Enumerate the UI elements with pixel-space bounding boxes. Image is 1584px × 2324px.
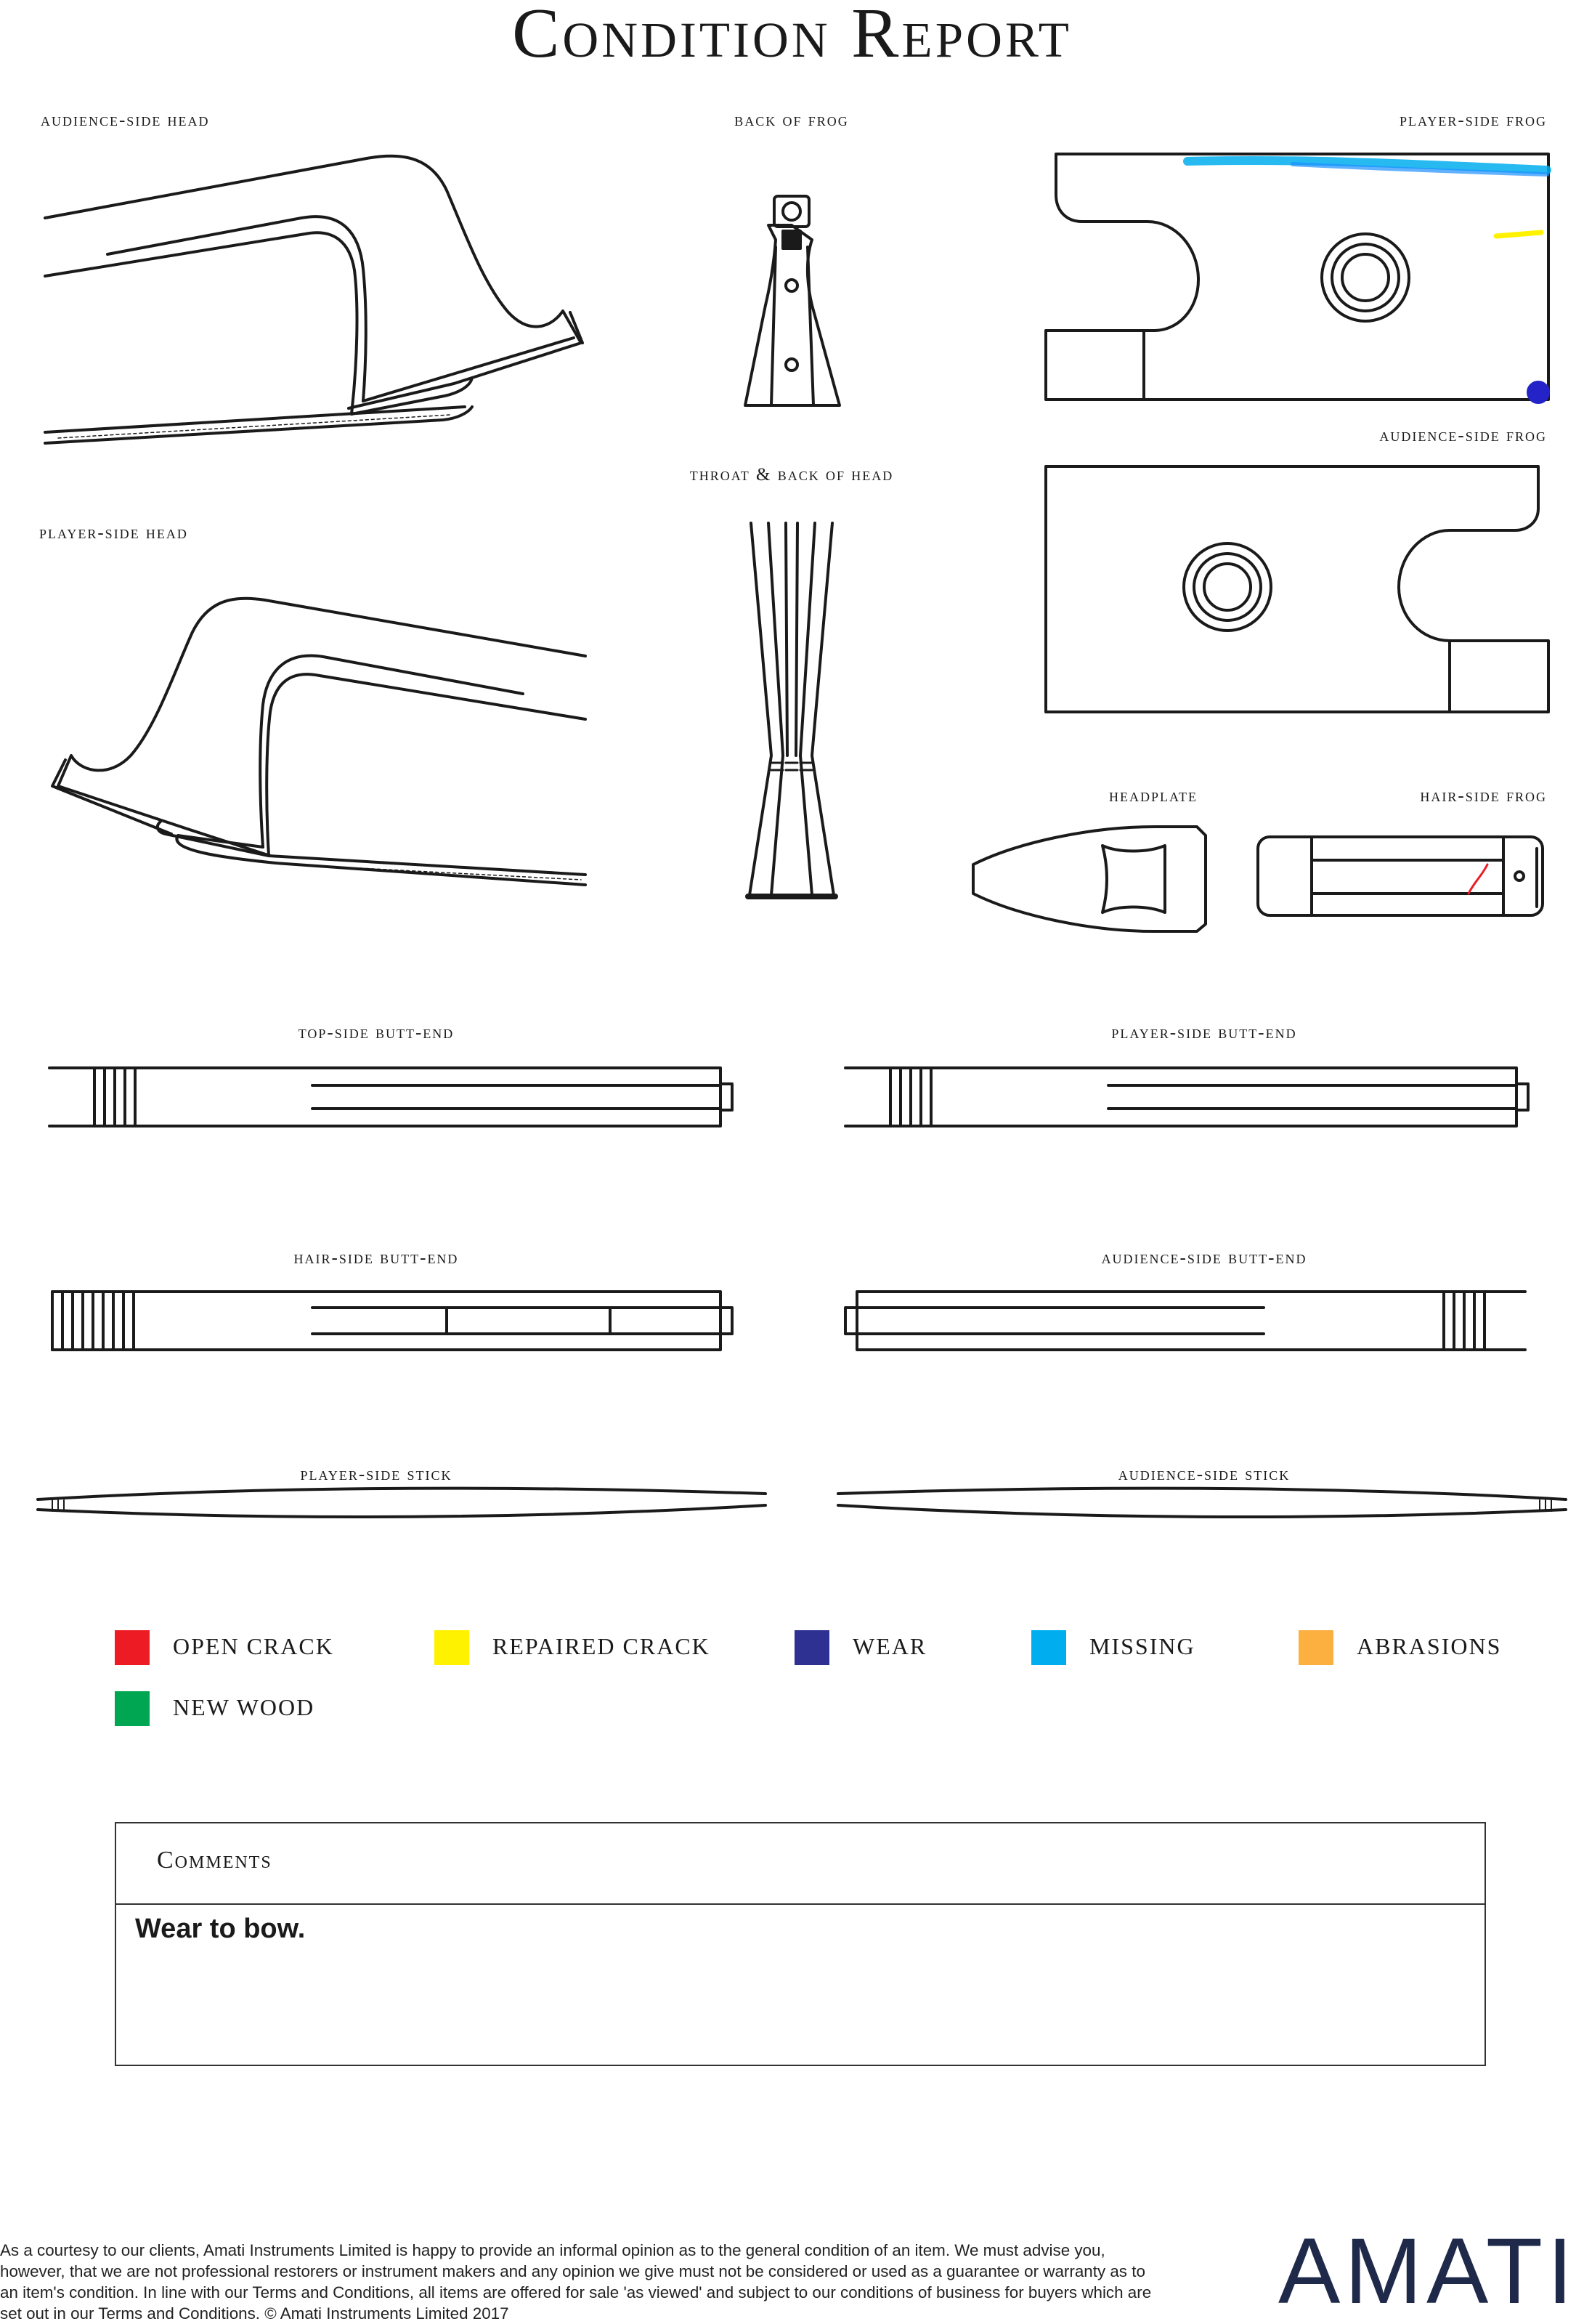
legend-label: OPEN CRACK (173, 1633, 334, 1659)
legend-swatch-wear (795, 1630, 829, 1665)
legend-swatch-new-wood (115, 1691, 150, 1726)
legend-label: NEW WOOD (173, 1694, 315, 1720)
legend-label: ABRASIONS (1357, 1633, 1502, 1659)
legend-label: MISSING (1089, 1633, 1195, 1659)
audience-side-frog-drawing (1046, 466, 1548, 712)
top-side-butt-end-drawing (49, 1068, 732, 1126)
label-throat-back-of-head: throat & back of head (689, 465, 894, 485)
audience-side-head-drawing (45, 156, 582, 443)
player-side-head-drawing (52, 599, 585, 885)
headplate-drawing (973, 827, 1206, 931)
label-back-of-frog: back of frog (734, 110, 849, 130)
label-audience-side-head: audience-side head (41, 110, 210, 130)
label-audience-side-stick: audience-side stick (1118, 1465, 1291, 1484)
legend-swatch-open-crack (115, 1630, 150, 1665)
comments-header (116, 1823, 1485, 1905)
comments-title: Comments (157, 1847, 272, 1874)
player-side-frog-drawing (1046, 154, 1548, 402)
label-hair-side-frog: hair-side frog (1420, 786, 1547, 806)
hair-side-frog-drawing (1258, 837, 1543, 915)
page-title: Condition Report (512, 0, 1072, 73)
label-player-side-head: player-side head (39, 523, 188, 543)
label-audience-side-butt-end: audience-side butt-end (1101, 1248, 1307, 1268)
label-player-side-frog: player-side frog (1400, 110, 1547, 130)
label-player-side-butt-end: player-side butt-end (1111, 1023, 1297, 1042)
label-top-side-butt-end: top-side butt-end (298, 1023, 455, 1042)
legend-swatch-abrasions (1299, 1630, 1333, 1665)
amati-logo: AMATI (1278, 2219, 1577, 2323)
audience-side-stick-drawing (838, 1489, 1566, 1517)
legend-swatch-repaired-crack (434, 1630, 469, 1665)
throat-back-of-head-drawing (748, 523, 835, 896)
hair-side-butt-end-drawing (52, 1292, 732, 1350)
back-of-frog-drawing (745, 196, 840, 405)
label-audience-side-frog: audience-side frog (1379, 426, 1547, 445)
player-side-butt-end-drawing (845, 1068, 1528, 1126)
label-hair-side-butt-end: hair-side butt-end (293, 1248, 459, 1268)
audience-side-butt-end-drawing (845, 1292, 1525, 1350)
legend-label: WEAR (853, 1633, 927, 1659)
legend-label: REPAIRED CRACK (492, 1633, 710, 1659)
player-side-stick-drawing (38, 1489, 765, 1517)
label-player-side-stick: player-side stick (300, 1465, 452, 1484)
comments-text: Wear to bow. (135, 1914, 306, 1944)
disclaimer-text: As a courtesy to our clients, Amati Instruments Limited is happy to provide an informal opinion as to the general condition of an item. We must advise you, however, that we are not professional restorers or instrument makers and any opinion we give must not be considered or used as a guarantee or warranty as to an item's condition. In line with our Terms and Conditions, all items are offered for sale 'as viewed' and subject to our conditions of business for buyers which are set out in our Terms and Conditions. © Amati Instruments Limited 2017 (0, 2241, 1152, 2323)
label-headplate: headplate (1109, 786, 1198, 806)
comments-box (115, 1822, 1486, 2066)
legend-swatch-missing (1031, 1630, 1066, 1665)
